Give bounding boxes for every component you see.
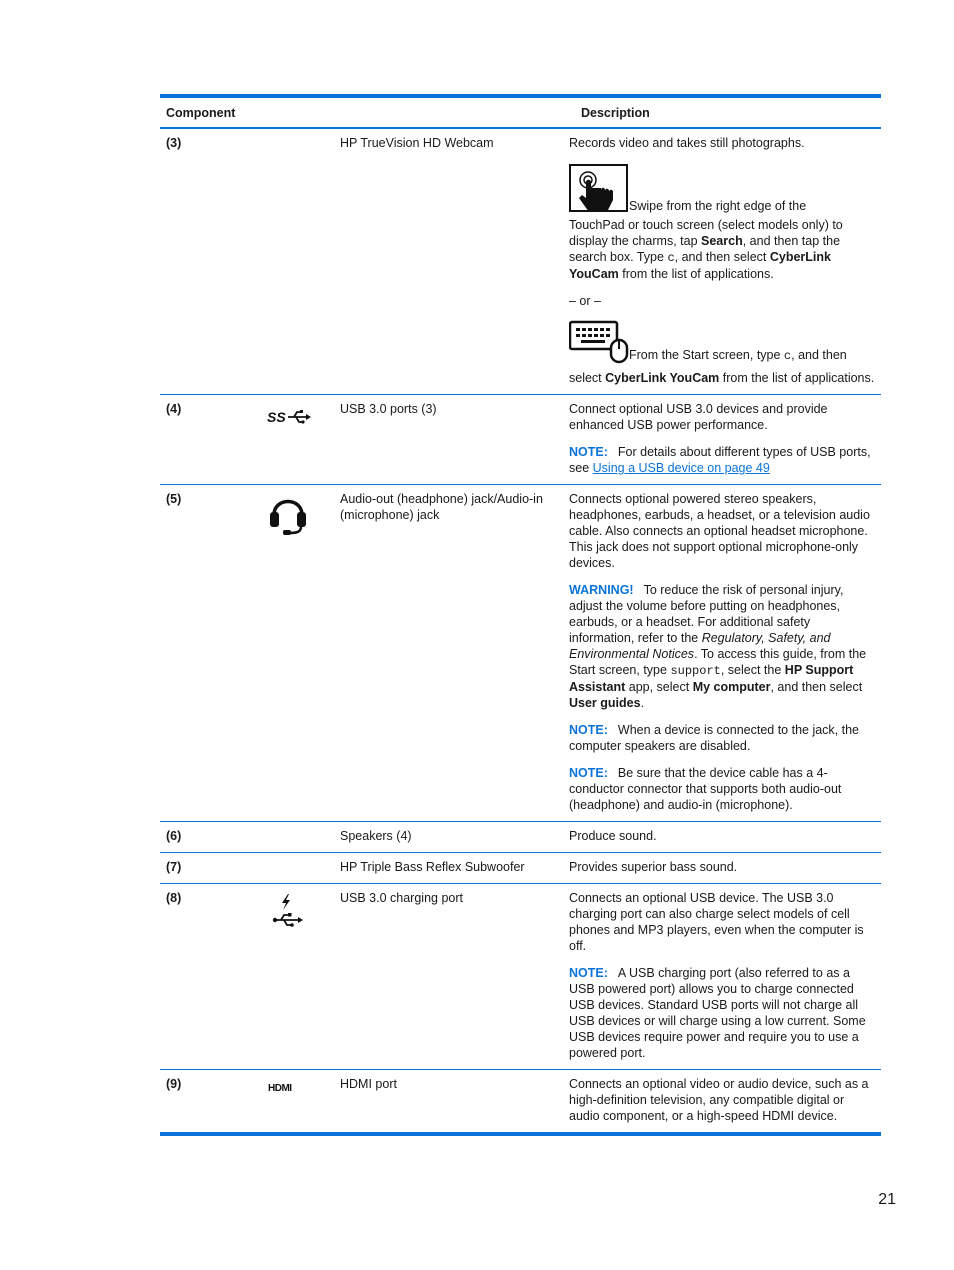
component-description	[569, 853, 881, 883]
component-description	[569, 485, 881, 821]
note: NOTE: When a device is connected to the jack, the computer speakers are disabled.	[569, 723, 860, 753]
table-row	[160, 1070, 881, 1132]
component-description	[569, 884, 881, 1069]
component-name: USB 3.0 charging port	[340, 891, 463, 905]
table-row	[160, 853, 881, 884]
component-description	[569, 1070, 881, 1132]
header-description: Description	[581, 105, 650, 120]
table-row	[160, 485, 881, 822]
note: NOTE: For details about different types of USB ports, see Using a USB device on page 49	[569, 445, 871, 475]
keyboard-mouse-icon	[569, 320, 629, 364]
usb-superspeed-icon	[267, 407, 311, 427]
description-text: TouchPad or touch screen (select models only) to display the charms, tap Search, and then tap the search box. Type c, and then select CyberLink YouCam from the list of applications.	[569, 218, 843, 281]
row-number: (7)	[166, 860, 182, 874]
description-text: Produce sound.	[569, 829, 657, 843]
component-name: HP TrueVision HD Webcam	[340, 136, 494, 150]
component-description	[569, 822, 881, 852]
header-component: Component	[166, 105, 236, 120]
note: NOTE: A USB charging port (also referred to as a USB powered port) allows you to charge connected USB devices. Standard USB ports will not charge all USB devices or will charge using a low current. Some USB devices require power and require you to use a powered port.	[569, 966, 866, 1060]
svg-text:HDMI: HDMI	[268, 1083, 292, 1094]
headset-icon	[268, 491, 308, 537]
table-row	[160, 884, 881, 1070]
table-row	[160, 395, 881, 485]
description-text: Connects an optional USB device. The USB 3.0 charging port can also charge select models of cell phones and MP3 players, even when the computer is off.	[569, 891, 864, 953]
row-number: (5)	[166, 492, 182, 506]
description-text: Connects an optional video or audio device, such as a high-definition television, any compatible digital or audio component, or a high-speed HDMI device.	[569, 1077, 869, 1123]
row-number: (9)	[166, 1077, 182, 1091]
description-text: select CyberLink YouCam from the list of applications.	[569, 371, 875, 385]
description-text: Connects optional powered stereo speakers, headphones, earbuds, a headset, or a television audio cable. Also connects an optional headset microphone. This jack does not support optional microphone-only devices.	[569, 492, 870, 570]
component-description: Records video and takes still photographs. Swipe from the right edge of the TouchPad or touch screen (select models only) to display the charms, tap Search, and then tap the search box. Type c, and then select CyberLink YouCam from the list of applications. – or – From the Start screen, type c, and then select CyberLink YouCam from the list of applications.	[569, 136, 875, 385]
row-number: (3)	[166, 136, 182, 150]
table-row	[160, 129, 881, 395]
note: NOTE: Be sure that the device cable has a 4-conductor connector that supports both audio-out (headphone) and audio-in (microphone).	[569, 766, 842, 812]
table-header	[160, 98, 881, 129]
component-name: Speakers (4)	[340, 829, 412, 843]
hdmi-icon	[268, 1080, 306, 1094]
usb-charging-icon	[272, 894, 304, 928]
row-number: (8)	[166, 891, 182, 905]
component-table	[160, 94, 881, 1136]
table-bottom-rule	[160, 1132, 881, 1136]
or-separator: – or –	[569, 294, 601, 308]
table-row	[160, 822, 881, 853]
touch-gesture-icon	[569, 164, 629, 214]
description-text: Provides superior bass sound.	[569, 860, 738, 874]
component-name: USB 3.0 ports (3)	[340, 402, 437, 416]
svg-text:SS: SS	[267, 409, 286, 425]
row-number: (6)	[166, 829, 182, 843]
component-name: HDMI port	[340, 1077, 397, 1091]
usb-device-link[interactable]: Using a USB device on page 49	[592, 461, 770, 475]
row-number: (4)	[166, 402, 182, 416]
component-name: HP Triple Bass Reflex Subwoofer	[340, 860, 525, 874]
warning: WARNING! To reduce the risk of personal injury, adjust the volume before putting on headphones, earbuds, or a headset. For additional safety information, refer to the Regulatory, Safety, and Environmental Notices. To access this guide, from the Start screen, type support, select the HP Support Assistant app, select My computer, and then select User guides.	[569, 583, 867, 710]
page-number: 21	[878, 1191, 896, 1208]
description-text: Records video and takes still photographs.	[569, 136, 805, 150]
description-text: Connect optional USB 3.0 devices and provide enhanced USB power performance.	[569, 402, 828, 432]
component-name: Audio-out (headphone) jack/Audio-in (microphone) jack	[340, 492, 543, 522]
component-description	[569, 395, 881, 484]
